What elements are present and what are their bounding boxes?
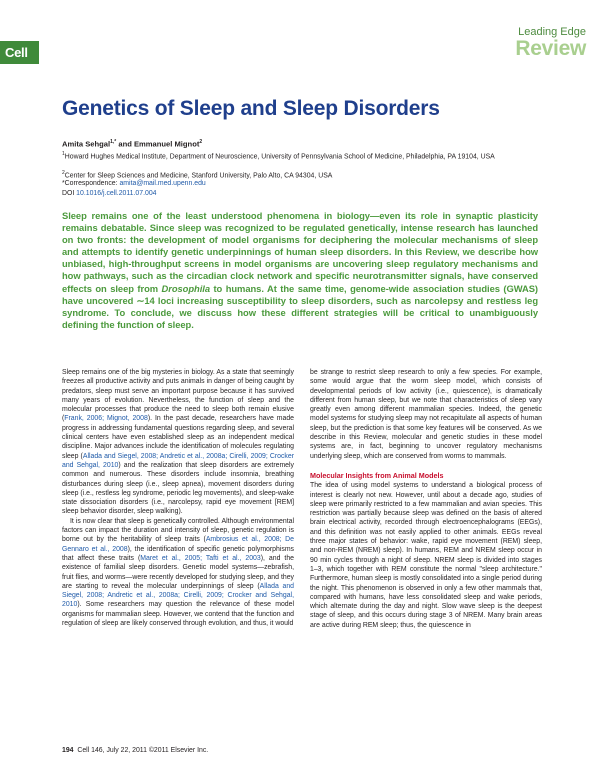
doi-line [62,189,532,198]
paragraph [62,368,294,517]
correspondence-email-link[interactable]: amita@mail.med.upenn.edu [119,180,206,187]
page-number: 194 [62,747,74,754]
text-run: ). In the past decade, researchers have made progress in addressing fundamental questions regarding sleep, and several clinical centers have even established sleep as an independent medical discipline. Major advances include the identification of molecules regulating sleep ( [62,415,294,460]
author-1-sup: 1,* [110,139,117,145]
section-label [515,26,586,60]
section-main-label: Review [515,37,586,60]
text-run: Sleep remains one of the big mysteries in biology. As a state that seemingly freezes all productive activity and puts animals in danger of being caught by predators, sleep must serve an important purpose because it has survived many years of evolution. Nevertheless, the function of sleep and the molecular processes that produce the need to sleep both remain elusive ( [62,369,294,423]
paragraph: The idea of using model systems to understand a biological process of interest is clearly not new. However, until about a decade ago, studies of sleep were primarily restricted to a few mammalian and avian species. This restriction was partially because sleep was defined on the basis of altered brain electrical activity, recorded through electroencephalograms (EEGs), and this definition was not easily applied to other animals. EEGs reveal three major states of behavior: wake, rapid eye movement (REM) sleep, and non-REM (NREM) sleep). In humans, REM and NREM sleep occur in 90 min cycles through a night of sleep. NREM sleep is divided into stages 1–3, which together with REM constitute the normal "sleep architecture." Furthermore, human sleep is mostly consolidated into a single period during the night. This phenomenon is observed in only a few other mammals that, compared with humans, have less consolidated sleep and wake periods, which alternate during the day and night. Slow wave sleep is the deepest stage of sleep, and this occurs during stage 3 of NREM. Many brain areas are active during REM sleep; thus, the quiescence in [310,482,542,629]
reference-link[interactable]: Ambrosius et al., 2008; De Gennaro et al., 2008 [62,536,294,553]
footer-citation: Cell 146, July 22, 2011 ©2011 Elsevier Inc. [77,747,209,754]
body-column-right [310,368,542,630]
affiliation-1 [62,150,532,162]
text-run: ). Some researchers may question the relevance of these model organisms for mammalian sleep. However, we contend that the function and regulation of sleep are likely conserved through evolution, and thus, it would [62,601,294,628]
author-2-sup: 2 [199,139,203,145]
affiliation-1-sup: 1 [62,151,65,157]
author-1: Amita Sehgal [62,139,111,149]
abstract-text-1: Sleep remains one of the least understood phenomena in biology—even its role in synaptic plasticity remains debatable. Since sleep was recognized to be regulated genetically, intense research has launched on two fronts: the development of model organisms for deciphering the molecular mechanisms of sleep and attempts to identify genetic underpinnings of human sleep disorders. In this Review, we describe how unbiased, high-throughput screens in model organisms are uncovering sleep regulatory mechanisms and how pathways, such as the circadian clock network and specific neurotransmitter signals, have conserved effects on sleep from [62,210,538,294]
reference-link[interactable]: Maret et al., 2005; Tafti et al., 2003 [140,554,261,562]
correspondence [62,179,532,188]
article-title: Genetics of Sleep and Sleep Disorders [62,97,440,120]
journal-logo: Cell [0,41,39,64]
body-column-left [62,368,294,628]
text-run: ) and the realization that sleep disorders are extremely common and numerous. These disorders include insomnia, breathing disturbances during sleep (i.e., sleep apnea), movement disorders during sleep (i.e., restless leg syndrome, periodic leg movements), and sleep-wake state dissociation disorders (i.e., narcolepsy, rapid eye movement [REM] sleep behavior disorder, sleep walking). [62,461,294,516]
section-heading: Molecular Insights from Animal Models [310,470,444,480]
affiliation-2-sup: 2 [62,170,65,176]
affiliation-1-text: Howard Hughes Medical Institute, Department of Neuroscience, University of Pennsylvania School of Medicine, Philadelphia, PA 19104, USA [64,153,495,161]
section-top-label: Leading Edge [518,26,586,38]
reference-link[interactable]: Allada and Siegel, 2008; Andretic et al., 2008a; Cirelli, 2009; Crocker and Sehgal, 2010 [62,582,294,609]
abstract-text-2: to humans. At the same time, genome-wide association studies (GWAS) have uncovered ∼14 loci increasing susceptibility to sleep disorders, such as narcolepsy and restless leg syndrome. To conclude, we discuss how these different strategies will be critical to unambiguously defining the function of sleep. [62,282,538,330]
paragraph [62,517,294,629]
abstract-italic: Drosophila [161,282,210,294]
text-run: ), the identification of specific genetic polymorphisms that affect these traits ( [62,545,295,562]
affiliation-2-text: Center for Sleep Sciences and Medicine, Stanford University, Palo Alto, CA 94304, USA [64,172,333,180]
doi-label: DOI [62,190,77,197]
text-run: ), and the existence of familial sleep disorders. Genetic model systems—zebrafish, fruit flies, and worms—were recently developed for studying sleep, and they are starting to reveal the molecular underpinnings of sleep ( [62,554,294,590]
doi-link[interactable]: 10.1016/j.cell.2011.07.004 [76,190,157,197]
text-run: It is now clear that sleep is genetically controlled. Although environmental factors can impact the duration and intensity of sleep, genetic regulation is borne out by the heritability of sleep traits ( [62,517,294,544]
reference-link[interactable]: Allada and Siegel, 2008; Andretic et al., 2008a; Cirelli, 2009; Crocker and Sehgal, 2010 [62,452,295,469]
correspondence-label: *Correspondence: [62,180,120,187]
author-2: Emmanuel Mignot [133,139,200,149]
page-footer [62,747,208,754]
reference-link[interactable]: Frank, 2006; Mignot, 2008 [64,415,148,423]
author-and: and [116,139,134,149]
author-line [62,139,202,149]
abstract [62,210,538,331]
paragraph: be strange to restrict sleep research to only a few species. For example, some would argue that the worm sleep model, which consists of developmental periods of low activity (i.e., quiescence), is dramatically different from human sleep, but we note that characteristics of sleep vary greatly even among different mammalian species. Indeed, the genetic model systems for studying sleep may not recapitulate all aspects of human sleep, but the prediction is that some key features will be conserved. As we describe in this Review, molecular and genetic studies in these model systems are, in fact, beginning to uncover regulatory mechanisms underlying sleep, which are conserved from worms to mammals. [310,369,542,460]
